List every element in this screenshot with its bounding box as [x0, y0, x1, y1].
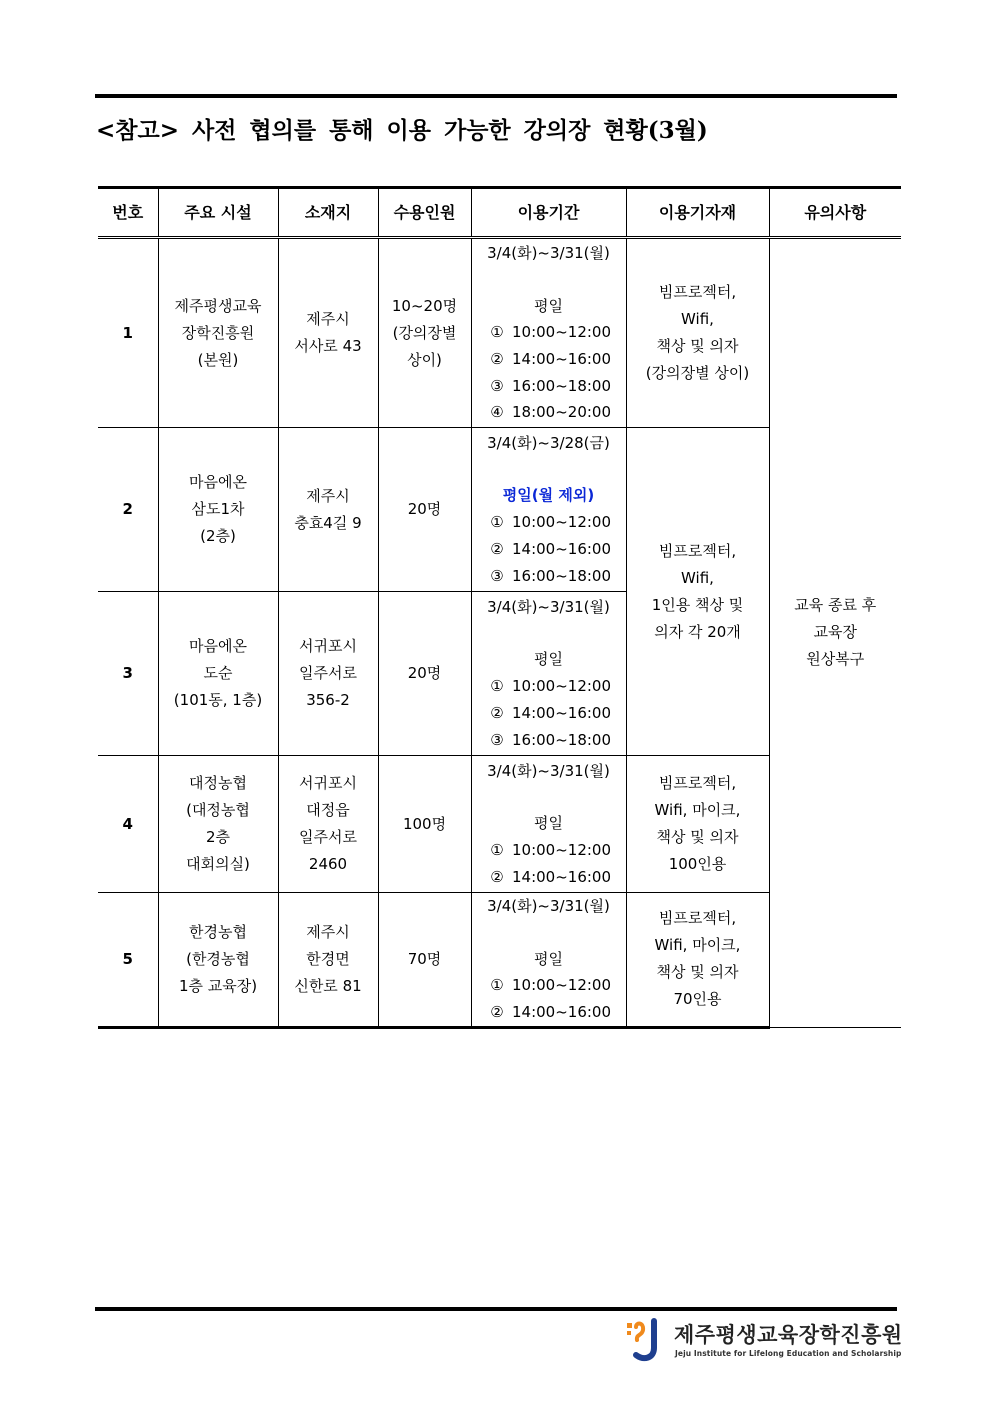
capacity-line: 70명	[407, 949, 442, 968]
bottom-rule	[95, 1307, 897, 1311]
row-number: 4	[98, 756, 158, 893]
slot-number: ①	[490, 841, 504, 859]
slot-number: ③	[490, 566, 504, 585]
time-slot	[472, 864, 626, 891]
capacity-cell	[378, 428, 471, 592]
period-spacer	[472, 784, 626, 810]
period-range: 3/4(화)~3/31(월)	[487, 897, 610, 915]
location-line: 충효4길 9	[294, 513, 362, 532]
facility-cell	[158, 756, 278, 893]
slot-number: ①	[490, 976, 504, 995]
slot-time: 10:00~12:00	[511, 841, 612, 859]
facility-line: 장학진흥원	[181, 323, 255, 342]
top-rule	[95, 94, 897, 98]
capacity-cell	[378, 592, 471, 756]
slot-time: 14:00~16:00	[511, 703, 612, 722]
org-logo-mark-icon	[624, 1318, 666, 1364]
equipment-line: 빔프로젝터,	[658, 541, 737, 560]
facility-line: 마음에온	[189, 473, 247, 491]
header-period: 이용기간	[471, 188, 626, 238]
slot-time: 14:00~16:00	[511, 539, 612, 558]
slot-number: ②	[490, 539, 504, 558]
location-line: 일주서로	[299, 664, 357, 682]
capacity-cell	[378, 238, 471, 428]
slot-number: ①	[490, 323, 504, 342]
period-days: 평일	[534, 814, 563, 833]
equipment-line: 빔프로젝터,	[658, 909, 737, 928]
equipment-cell	[626, 893, 769, 1028]
equipment-line: 100인용	[668, 855, 727, 873]
period-range: 3/4(화)~3/31(월)	[487, 597, 610, 616]
facility-line: 한경농협	[189, 922, 247, 941]
slot-time: 10:00~12:00	[511, 976, 612, 995]
location-line: 356-2	[306, 691, 350, 709]
row-number: 2	[98, 428, 158, 592]
slot-time: 10:00~12:00	[511, 677, 612, 696]
equipment-line: 빔프로젝터,	[658, 283, 737, 301]
period-cell	[471, 238, 626, 428]
notes-line: 원상복구	[806, 650, 865, 669]
capacity-cell	[378, 756, 471, 893]
facility-line: 1층 교육장)	[178, 976, 258, 995]
time-slot	[472, 319, 626, 346]
slot-number: ②	[490, 350, 504, 368]
period-cell	[471, 592, 626, 756]
equipment-line: Wifi,	[681, 568, 714, 587]
slot-number: ③	[490, 730, 504, 749]
equipment-line: 책상 및 의자	[656, 963, 739, 982]
capacity-cell	[378, 893, 471, 1028]
location-line: 일주서로	[299, 828, 357, 846]
location-line: 대정읍	[306, 801, 350, 819]
time-slot	[472, 673, 626, 700]
location-line: 한경면	[306, 949, 350, 968]
slot-number: ②	[490, 703, 504, 722]
equipment-line: Wifi,	[681, 310, 714, 328]
time-slot	[472, 837, 626, 864]
header-facility: 주요 시설	[158, 188, 278, 238]
period-spacer	[472, 920, 626, 946]
equipment-line: 의자 각 20개	[654, 622, 741, 641]
time-slot	[472, 727, 626, 754]
facility-line: (2층)	[200, 527, 236, 545]
period-cell	[471, 428, 626, 592]
location-line: 제주시	[306, 310, 350, 328]
equipment-line: Wifi, 마이크,	[654, 801, 741, 819]
org-name: 제주평생교육장학진흥원	[674, 1323, 903, 1347]
notes-line: 교육 종료 후	[794, 596, 877, 615]
capacity-line: (강의장별	[392, 323, 457, 342]
time-slot	[472, 399, 626, 426]
header-notes: 유의사항	[769, 188, 901, 238]
location-cell	[278, 756, 378, 893]
location-line: 서사로 43	[294, 337, 362, 355]
facility-cell	[158, 428, 278, 592]
org-logo	[624, 1318, 903, 1364]
slot-number: ②	[490, 1003, 504, 1022]
table-header-row	[98, 188, 901, 238]
period-range: 3/4(화)~3/31(월)	[487, 243, 610, 262]
equipment-line: (강의장별 상이)	[645, 364, 750, 382]
facility-line: (본원)	[197, 350, 239, 369]
location-cell	[278, 238, 378, 428]
equipment-line: 빔프로젝터,	[658, 774, 737, 792]
facility-table	[98, 186, 901, 1029]
location-cell	[278, 893, 378, 1028]
period-range: 3/4(화)~3/28(금)	[487, 433, 610, 452]
location-line: 신한로 81	[294, 976, 362, 995]
period-days: 평일(월 제외)	[502, 486, 595, 505]
facility-cell	[158, 893, 278, 1028]
location-cell	[278, 592, 378, 756]
period-cell	[471, 756, 626, 893]
capacity-line: 20명	[407, 500, 442, 518]
equipment-line: 책상 및 의자	[656, 337, 739, 355]
facility-cell	[158, 592, 278, 756]
facility-line: 도순	[203, 664, 233, 682]
slot-number: ④	[490, 403, 504, 422]
period-days: 평일	[534, 296, 563, 315]
facility-line: (101동, 1층)	[173, 691, 263, 709]
slot-time: 10:00~12:00	[511, 513, 612, 532]
facility-line: (한경농협	[186, 949, 250, 968]
period-days: 평일	[534, 650, 563, 669]
slot-time: 16:00~18:00	[511, 730, 612, 749]
equipment-cell	[626, 428, 769, 756]
facility-line: 대정농협	[189, 774, 247, 792]
slot-time: 14:00~16:00	[511, 1003, 612, 1022]
location-line: 서귀포시	[299, 774, 357, 792]
period-cell	[471, 893, 626, 1028]
time-slot	[472, 972, 626, 999]
facility-line: 삼도1차	[191, 500, 245, 518]
slot-time: 14:00~16:00	[511, 350, 612, 368]
slot-time: 18:00~20:00	[511, 403, 612, 422]
time-slot	[472, 700, 626, 727]
time-slot	[472, 563, 626, 590]
location-line: 서귀포시	[299, 637, 357, 655]
time-slot	[472, 509, 626, 536]
page-title: <참고> 사전 협의를 통해 이용 가능한 강의장 현황(3월)	[96, 117, 708, 144]
equipment-line: 책상 및 의자	[656, 828, 739, 846]
time-slot	[472, 373, 626, 400]
slot-time: 16:00~18:00	[511, 566, 612, 585]
period-days: 평일	[534, 949, 563, 968]
facility-line: 제주평생교육	[174, 296, 262, 315]
capacity-line: 20명	[407, 664, 442, 682]
period-spacer	[472, 267, 626, 293]
period-spacer	[472, 456, 626, 482]
header-capacity: 수용인원	[378, 188, 471, 238]
capacity-line: 100명	[402, 814, 447, 833]
period-spacer	[472, 620, 626, 646]
capacity-line: 10~20명	[391, 296, 458, 315]
equipment-line: Wifi, 마이크,	[654, 936, 741, 955]
slot-time: 16:00~18:00	[511, 376, 612, 395]
location-line: 제주시	[306, 922, 350, 941]
slot-number: ①	[490, 513, 504, 532]
equipment-cell	[626, 238, 769, 428]
time-slot	[472, 536, 626, 563]
row-number: 3	[98, 592, 158, 756]
facility-line: 2층	[205, 828, 231, 846]
facility-line: 마음에온	[189, 637, 247, 655]
row-number: 5	[98, 893, 158, 1028]
time-slot	[472, 999, 626, 1026]
header-equipment: 이용기자재	[626, 188, 769, 238]
time-slot	[472, 346, 626, 373]
header-location: 소재지	[278, 188, 378, 238]
slot-time: 14:00~16:00	[511, 867, 612, 886]
facility-line: 대회의실)	[186, 855, 250, 873]
location-line: 2460	[308, 855, 348, 873]
location-line: 제주시	[306, 486, 350, 505]
equipment-line: 1인용 책상 및	[651, 595, 744, 614]
period-range: 3/4(화)~3/31(월)	[487, 761, 610, 780]
table-row	[98, 238, 901, 428]
equipment-cell	[626, 756, 769, 893]
notes-line: 교육장	[813, 623, 857, 642]
slot-number: ②	[490, 867, 504, 886]
facility-line: (대정농협	[186, 801, 250, 819]
row-number: 1	[98, 238, 158, 428]
equipment-line: 70인용	[673, 990, 722, 1009]
header-number: 번호	[98, 188, 158, 238]
notes-cell	[769, 238, 901, 1028]
slot-number: ①	[490, 677, 504, 696]
location-cell	[278, 428, 378, 592]
slot-time: 10:00~12:00	[511, 323, 612, 342]
capacity-line: 상이)	[407, 350, 442, 369]
slot-number: ③	[490, 376, 504, 395]
org-name-en: Jeju Institute for Lifelong Education and Scholarship	[675, 1349, 902, 1358]
facility-cell	[158, 238, 278, 428]
